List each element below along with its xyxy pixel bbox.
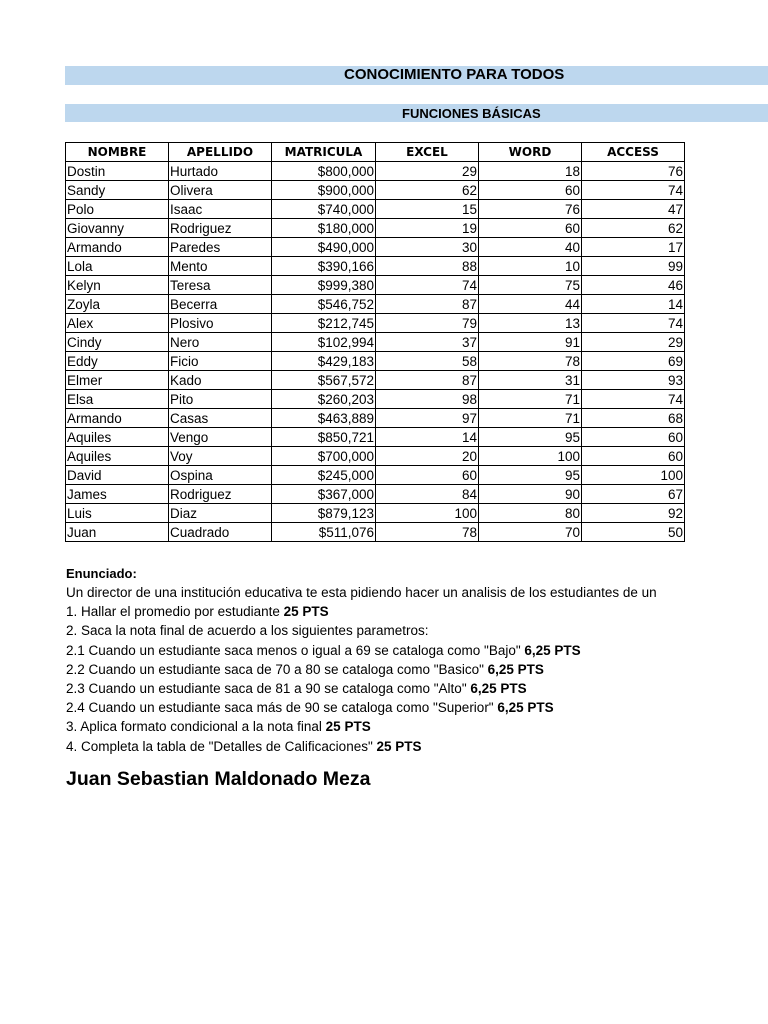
points-label: 6,25 PTS <box>497 700 554 716</box>
cell-matricula: $260,203 <box>272 390 376 409</box>
table-row <box>66 371 685 390</box>
cell-nombre: Dostin <box>66 162 169 181</box>
line-text: 3. Aplica formato condicional a la nota final <box>66 719 326 735</box>
cell-apellido: Cuadrado <box>169 523 272 542</box>
cell-apellido: Ficio <box>169 352 272 371</box>
cell-apellido: Diaz <box>169 504 272 523</box>
cell-matricula: $245,000 <box>272 466 376 485</box>
cell-excel: 30 <box>376 238 479 257</box>
cell-access: 99 <box>582 257 685 276</box>
cell-matricula: $700,000 <box>272 447 376 466</box>
table-row <box>66 181 685 200</box>
title-band <box>65 66 768 85</box>
cell-apellido: Paredes <box>169 238 272 257</box>
cell-nombre: Lola <box>66 257 169 276</box>
cell-word: 60 <box>479 219 582 238</box>
cell-matricula: $879,123 <box>272 504 376 523</box>
cell-matricula: $180,000 <box>272 219 376 238</box>
cell-apellido: Plosivo <box>169 314 272 333</box>
cell-excel: 74 <box>376 276 479 295</box>
table-row <box>66 409 685 428</box>
cell-apellido: Teresa <box>169 276 272 295</box>
cell-nombre: Sandy <box>66 181 169 200</box>
cell-access: 17 <box>582 238 685 257</box>
cell-matricula: $999,380 <box>272 276 376 295</box>
cell-excel: 19 <box>376 219 479 238</box>
table-row <box>66 352 685 371</box>
cell-nombre: Aquiles <box>66 447 169 466</box>
cell-matricula: $546,752 <box>272 295 376 314</box>
cell-word: 90 <box>479 485 582 504</box>
cell-excel: 79 <box>376 314 479 333</box>
cell-matricula: $800,000 <box>272 162 376 181</box>
cell-excel: 87 <box>376 371 479 390</box>
enunciado-line <box>66 698 686 717</box>
enunciado-section <box>66 565 686 756</box>
cell-access: 60 <box>582 447 685 466</box>
cell-matricula: $102,994 <box>272 333 376 352</box>
cell-nombre: Armando <box>66 238 169 257</box>
cell-word: 95 <box>479 466 582 485</box>
cell-apellido: Hurtado <box>169 162 272 181</box>
header-nombre: NOMBRE <box>66 143 169 162</box>
cell-excel: 29 <box>376 162 479 181</box>
table-row <box>66 447 685 466</box>
table-row <box>66 333 685 352</box>
cell-matricula: $740,000 <box>272 200 376 219</box>
cell-nombre: David <box>66 466 169 485</box>
cell-word: 91 <box>479 333 582 352</box>
cell-word: 80 <box>479 504 582 523</box>
cell-matricula: $567,572 <box>272 371 376 390</box>
cell-excel: 15 <box>376 200 479 219</box>
cell-nombre: Zoyla <box>66 295 169 314</box>
cell-excel: 87 <box>376 295 479 314</box>
table-header-row <box>66 143 685 162</box>
cell-apellido: Kado <box>169 371 272 390</box>
cell-word: 44 <box>479 295 582 314</box>
line-text: Un director de una institución educativa te esta pidiendo hacer un analisis de los estudiantes de un <box>66 585 657 600</box>
cell-nombre: Armando <box>66 409 169 428</box>
cell-apellido: Mento <box>169 257 272 276</box>
cell-matricula: $463,889 <box>272 409 376 428</box>
cell-word: 18 <box>479 162 582 181</box>
enunciado-line <box>66 621 686 640</box>
cell-excel: 84 <box>376 485 479 504</box>
points-label: 25 PTS <box>283 604 329 620</box>
cell-access: 50 <box>582 523 685 542</box>
header-access: ACCESS <box>582 143 685 162</box>
cell-apellido: Rodriguez <box>169 485 272 504</box>
cell-access: 46 <box>582 276 685 295</box>
cell-access: 60 <box>582 428 685 447</box>
cell-nombre: Elsa <box>66 390 169 409</box>
points-label: 25 PTS <box>376 738 422 754</box>
header-apellido: APELLIDO <box>169 143 272 162</box>
header-word: WORD <box>479 143 582 162</box>
cell-apellido: Nero <box>169 333 272 352</box>
cell-matricula: $212,745 <box>272 314 376 333</box>
cell-word: 78 <box>479 352 582 371</box>
cell-word: 70 <box>479 523 582 542</box>
cell-apellido: Casas <box>169 409 272 428</box>
subtitle-band <box>65 104 768 122</box>
points-label: 25 PTS <box>325 719 371 735</box>
header-matricula: MATRICULA <box>272 143 376 162</box>
table-row <box>66 428 685 447</box>
cell-access: 74 <box>582 390 685 409</box>
table-row <box>66 295 685 314</box>
cell-access: 29 <box>582 333 685 352</box>
cell-excel: 97 <box>376 409 479 428</box>
cell-nombre: Eddy <box>66 352 169 371</box>
table-row <box>66 314 685 333</box>
line-text: 4. Completa la tabla de "Detalles de Calificaciones" <box>66 738 377 754</box>
cell-access: 14 <box>582 295 685 314</box>
cell-nombre: Juan <box>66 523 169 542</box>
table-row <box>66 504 685 523</box>
grades-table <box>65 142 685 542</box>
cell-word: 71 <box>479 390 582 409</box>
cell-matricula: $429,183 <box>272 352 376 371</box>
cell-excel: 37 <box>376 333 479 352</box>
table-row <box>66 485 685 504</box>
cell-matricula: $367,000 <box>272 485 376 504</box>
cell-excel: 98 <box>376 390 479 409</box>
author-name: Juan Sebastian Maldonado Meza <box>66 768 371 790</box>
enunciado-line <box>66 737 686 756</box>
cell-apellido: Becerra <box>169 295 272 314</box>
cell-apellido: Isaac <box>169 200 272 219</box>
cell-access: 47 <box>582 200 685 219</box>
cell-access: 92 <box>582 504 685 523</box>
table-row <box>66 200 685 219</box>
cell-apellido: Voy <box>169 447 272 466</box>
cell-access: 62 <box>582 219 685 238</box>
table-row <box>66 523 685 542</box>
cell-word: 100 <box>479 447 582 466</box>
cell-nombre: Elmer <box>66 371 169 390</box>
page-subtitle: FUNCIONES BÁSICAS <box>402 106 541 121</box>
table-row <box>66 162 685 181</box>
cell-word: 76 <box>479 200 582 219</box>
cell-word: 13 <box>479 314 582 333</box>
cell-matricula: $511,076 <box>272 523 376 542</box>
cell-matricula: $490,000 <box>272 238 376 257</box>
cell-matricula: $900,000 <box>272 181 376 200</box>
points-label: 6,25 PTS <box>487 661 544 677</box>
cell-excel: 62 <box>376 181 479 200</box>
cell-apellido: Rodriguez <box>169 219 272 238</box>
points-label: 6,25 PTS <box>470 681 527 697</box>
enunciado-line <box>66 660 686 679</box>
table-row <box>66 219 685 238</box>
line-text: 2.1 Cuando un estudiante saca menos o igual a 69 se cataloga como "Bajo" <box>66 642 525 658</box>
cell-word: 71 <box>479 409 582 428</box>
cell-excel: 58 <box>376 352 479 371</box>
cell-word: 40 <box>479 238 582 257</box>
cell-excel: 60 <box>376 466 479 485</box>
table-row <box>66 466 685 485</box>
cell-access: 93 <box>582 371 685 390</box>
line-text: 2.3 Cuando un estudiante saca de 81 a 90 se cataloga como "Alto" <box>66 681 471 697</box>
cell-excel: 100 <box>376 504 479 523</box>
cell-apellido: Olivera <box>169 181 272 200</box>
line-text: 2.4 Cuando un estudiante saca más de 90 se cataloga como "Superior" <box>66 700 498 716</box>
cell-access: 68 <box>582 409 685 428</box>
line-text: 2. Saca la nota final de acuerdo a los siguientes parametros: <box>66 623 429 639</box>
cell-nombre: James <box>66 485 169 504</box>
header-excel: EXCEL <box>376 143 479 162</box>
cell-word: 31 <box>479 371 582 390</box>
cell-nombre: Giovanny <box>66 219 169 238</box>
cell-nombre: Cindy <box>66 333 169 352</box>
cell-word: 95 <box>479 428 582 447</box>
cell-excel: 20 <box>376 447 479 466</box>
enunciado-line <box>66 641 686 660</box>
enunciado-label: Enunciado: <box>66 566 137 581</box>
cell-nombre: Luis <box>66 504 169 523</box>
cell-access: 100 <box>582 466 685 485</box>
cell-word: 10 <box>479 257 582 276</box>
points-label: 6,25 PTS <box>524 642 581 658</box>
cell-apellido: Pito <box>169 390 272 409</box>
line-text: 2.2 Cuando un estudiante saca de 70 a 80 se cataloga como "Basico" <box>66 661 488 677</box>
cell-access: 74 <box>582 181 685 200</box>
cell-access: 76 <box>582 162 685 181</box>
cell-word: 60 <box>479 181 582 200</box>
cell-excel: 78 <box>376 523 479 542</box>
table-row <box>66 238 685 257</box>
line-text: 1. Hallar el promedio por estudiante <box>66 604 284 620</box>
cell-excel: 88 <box>376 257 479 276</box>
cell-matricula: $390,166 <box>272 257 376 276</box>
table-row <box>66 276 685 295</box>
cell-access: 67 <box>582 485 685 504</box>
cell-apellido: Ospina <box>169 466 272 485</box>
page-title: CONOCIMIENTO PARA TODOS <box>344 66 565 83</box>
cell-nombre: Aquiles <box>66 428 169 447</box>
cell-nombre: Alex <box>66 314 169 333</box>
cell-nombre: Kelyn <box>66 276 169 295</box>
enunciado-line <box>66 679 686 698</box>
enunciado-line <box>66 602 686 621</box>
table-row <box>66 390 685 409</box>
enunciado-line <box>66 583 686 602</box>
cell-nombre: Polo <box>66 200 169 219</box>
table-row <box>66 257 685 276</box>
cell-excel: 14 <box>376 428 479 447</box>
enunciado-line <box>66 717 686 736</box>
cell-matricula: $850,721 <box>272 428 376 447</box>
cell-apellido: Vengo <box>169 428 272 447</box>
cell-access: 69 <box>582 352 685 371</box>
cell-word: 75 <box>479 276 582 295</box>
cell-access: 74 <box>582 314 685 333</box>
